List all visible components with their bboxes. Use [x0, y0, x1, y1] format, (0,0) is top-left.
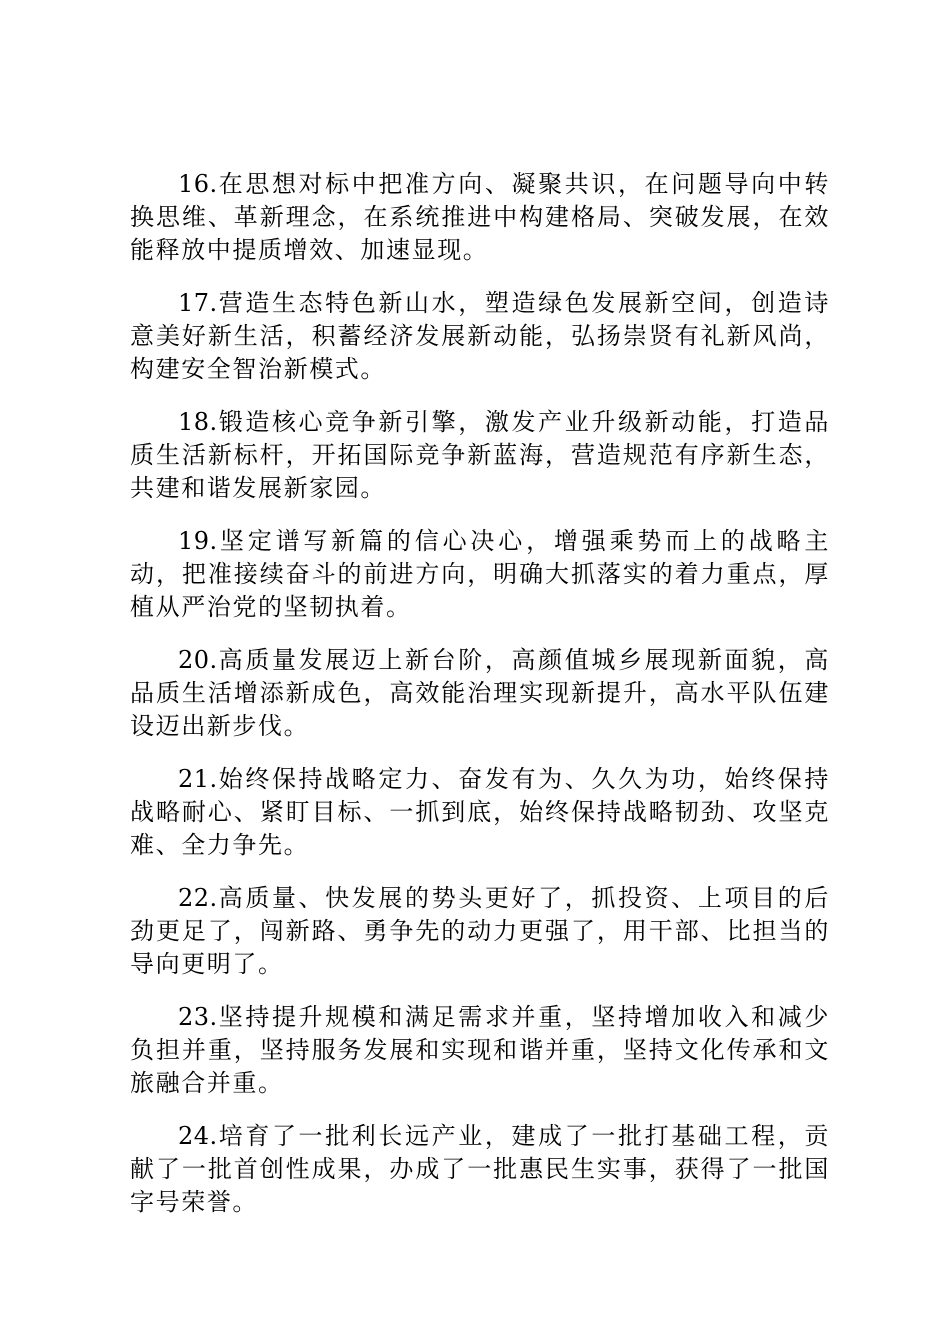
document-body — [130, 168, 830, 1239]
paragraph-21 — [130, 763, 830, 862]
paragraph-20 — [130, 644, 830, 743]
paragraph-17 — [130, 287, 830, 386]
paragraph-text: 高质量发展迈上新台阶，高颜值城乡展现新面貌，高品质生活增添新成色，高效能治理实现新提升，高水平队伍建设迈出新步伐。 — [130, 646, 830, 740]
paragraph-18 — [130, 406, 830, 505]
paragraph-number: 17. — [178, 289, 218, 317]
paragraph-text: 始终保持战略定力、奋发有为、久久为功，始终保持战略耐心、紧盯目标、一抓到底，始终保持战略韧劲、攻坚克难、全力争先。 — [130, 765, 830, 859]
paragraph-text: 坚定谱写新篇的信心决心，增强乘势而上的战略主动，把准接续奋斗的前进方向，明确大抓落实的着力重点，厚植从严治党的坚韧执着。 — [130, 527, 830, 621]
paragraph-number: 18. — [178, 408, 218, 436]
paragraph-number: 22. — [178, 884, 218, 912]
paragraph-text: 培育了一批利长远产业，建成了一批打基础工程，贡献了一批首创性成果，办成了一批惠民生实事，获得了一批国字号荣誉。 — [130, 1122, 830, 1216]
paragraph-22 — [130, 882, 830, 981]
paragraph-text: 高质量、快发展的势头更好了，抓投资、上项目的后劲更足了，闯新路、勇争先的动力更强了，用干部、比担当的导向更明了。 — [130, 884, 830, 978]
paragraph-number: 21. — [178, 765, 218, 793]
paragraph-19 — [130, 525, 830, 624]
paragraph-text: 在思想对标中把准方向、凝聚共识，在问题导向中转换思维、革新理念，在系统推进中构建格局、突破发展，在效能释放中提质增效、加速显现。 — [130, 170, 830, 264]
paragraph-number: 23. — [178, 1003, 218, 1031]
paragraph-number: 16. — [178, 170, 218, 198]
paragraph-text: 营造生态特色新山水，塑造绿色发展新空间，创造诗意美好新生活，积蓄经济发展新动能，弘扬崇贤有礼新风尚，构建安全智治新模式。 — [130, 289, 830, 383]
paragraph-24 — [130, 1120, 830, 1219]
paragraph-number: 24. — [178, 1122, 218, 1150]
paragraph-23 — [130, 1001, 830, 1100]
paragraph-16 — [130, 168, 830, 267]
paragraph-number: 20. — [178, 646, 218, 674]
paragraph-text: 坚持提升规模和满足需求并重，坚持增加收入和减少负担并重，坚持服务发展和实现和谐并重，坚持文化传承和文旅融合并重。 — [130, 1003, 830, 1097]
paragraph-text: 锻造核心竞争新引擎，激发产业升级新动能，打造品质生活新标杆，开拓国际竞争新蓝海，营造规范有序新生态，共建和谐发展新家园。 — [130, 408, 830, 502]
paragraph-number: 19. — [178, 527, 218, 555]
